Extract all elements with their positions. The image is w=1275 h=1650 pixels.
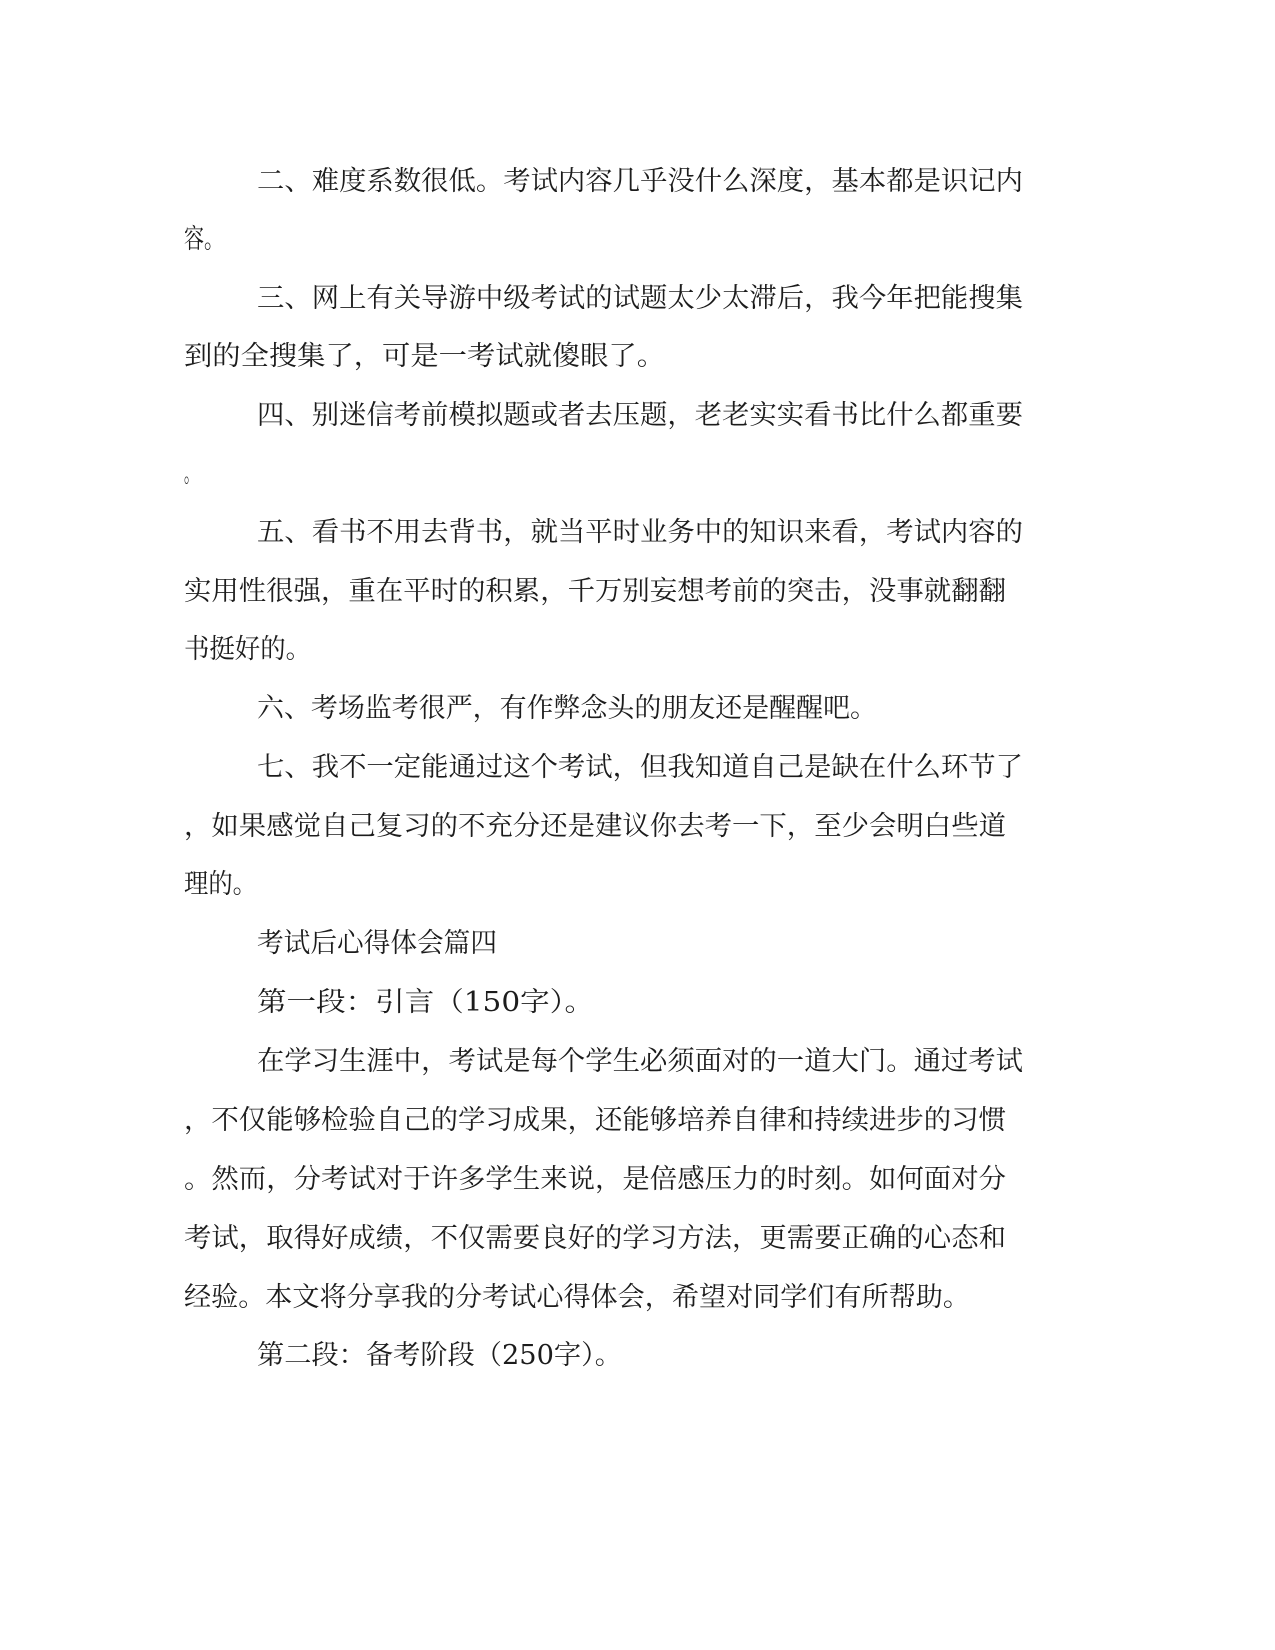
paragraph-line: 。然而，分考试对于许多学生来说，是倍感压力的时刻。如何面对分 [184, 1164, 1007, 1195]
paragraph-line: 在学习生涯中，考试是每个学生必须面对的一道大门。通过考试 [257, 1046, 1023, 1077]
paragraph-line: 容。 [184, 224, 224, 255]
subsection-heading: 第一段：引言（150字）。 [257, 987, 594, 1018]
paragraph-line: 三、网上有关导游中级考试的试题太少太滞后，我今年把能搜集 [257, 283, 1023, 314]
section-heading: 考试后心得体会篇四 [257, 928, 497, 959]
paragraph-line: 。 [184, 458, 198, 489]
paragraph-line: 五、看书不用去背书，就当平时业务中的知识来看，考试内容的 [257, 517, 1023, 548]
paragraph-line: 书挺好的。 [184, 634, 311, 665]
paragraph-line: 四、别迷信考前模拟题或者去压题，老老实实看书比什么都重要 [257, 400, 1023, 431]
paragraph-line: ，不仅能够检验自己的学习成果，还能够培养自律和持续进步的习惯 [184, 1105, 1007, 1136]
paragraph-line: 理的。 [184, 869, 257, 900]
paragraph-line: ，如果感觉自己复习的不充分还是建议你去考一下，至少会明白些道 [184, 811, 1007, 842]
paragraph-line: 七、我不一定能通过这个考试，但我知道自己是缺在什么环节了 [257, 752, 1023, 783]
paragraph-line: 到的全搜集了，可是一考试就傻眼了。 [184, 341, 665, 372]
paragraph-line: 经验。本文将分享我的分考试心得体会，希望对同学们有所帮助。 [184, 1282, 970, 1313]
subsection-heading: 第二段：备考阶段（250字）。 [257, 1340, 622, 1371]
paragraph-line: 实用性很强，重在平时的积累，千万别妄想考前的突击，没事就翻翻 [184, 576, 1007, 607]
paragraph-line: 六、考场监考很严，有作弊念头的朋友还是醒醒吧。 [257, 693, 877, 724]
paragraph-line: 考试，取得好成绩，不仅需要良好的学习方法，更需要正确的心态和 [184, 1223, 1007, 1254]
paragraph-line: 二、难度系数很低。考试内容几乎没什么深度，基本都是识记内 [257, 166, 1023, 197]
